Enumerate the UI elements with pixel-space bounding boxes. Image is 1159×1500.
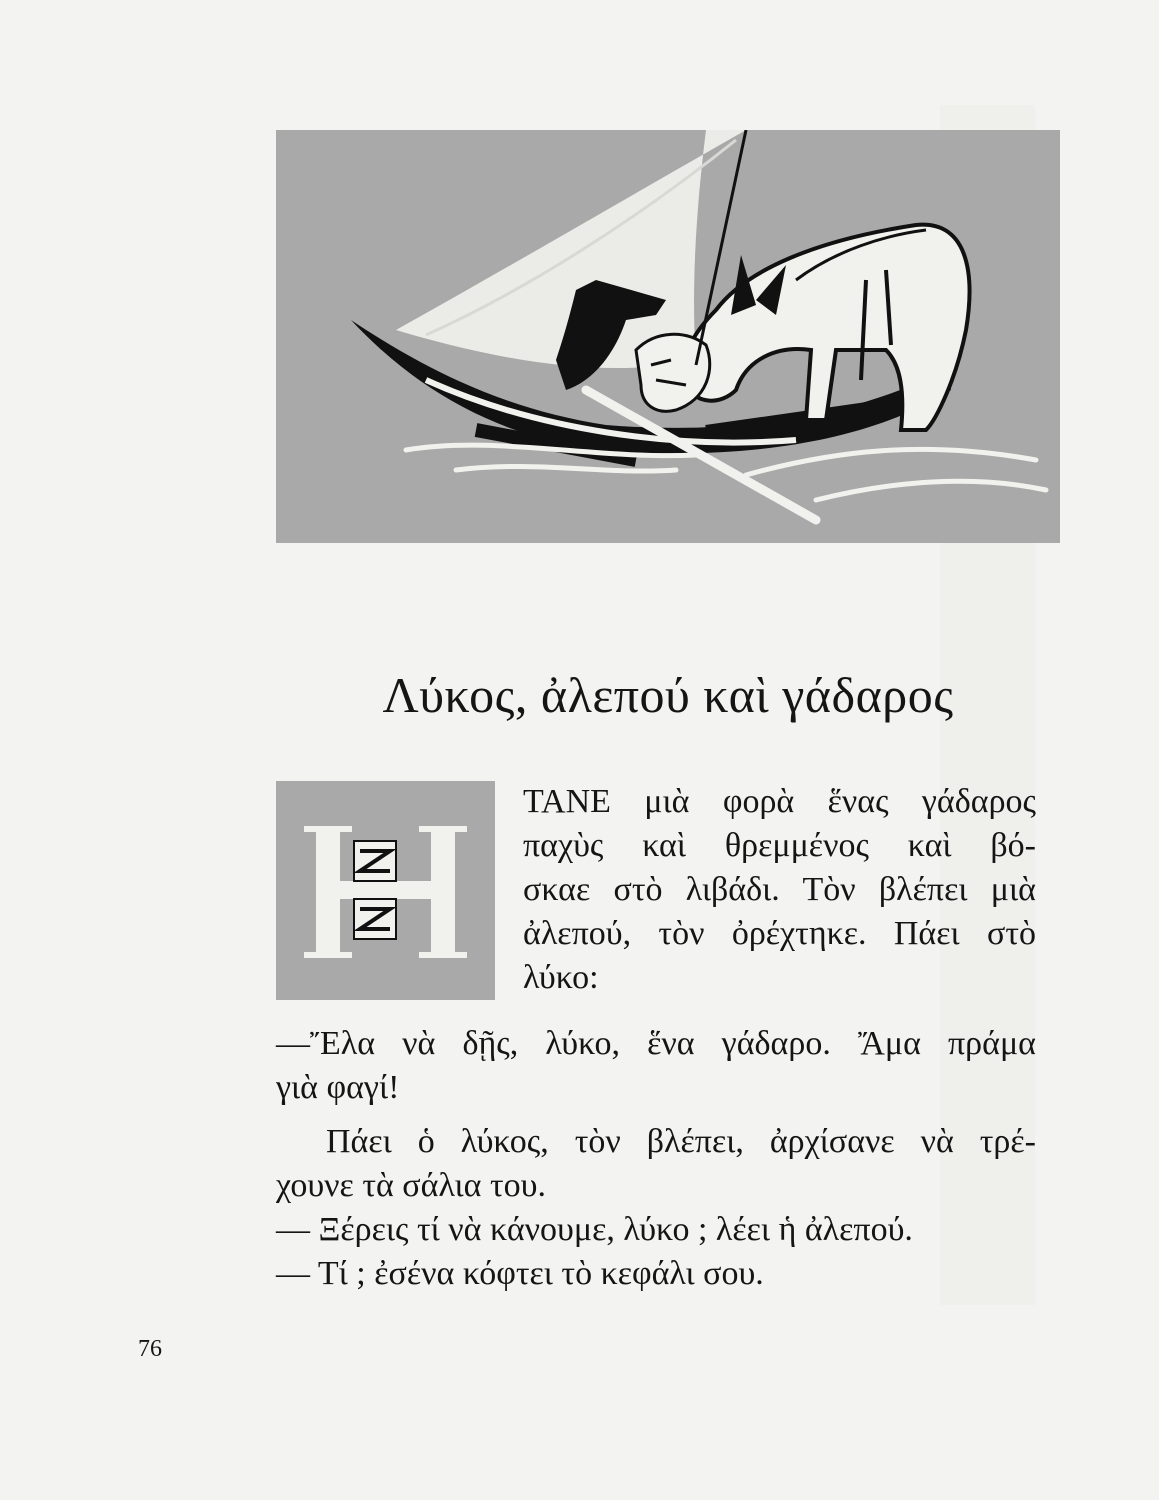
story-illustration: [276, 130, 1060, 543]
drop-cap-eta-icon: [304, 826, 467, 958]
donkey: [683, 225, 970, 430]
paragraph-line: χουνε τὰ σάλια του.: [276, 1167, 546, 1204]
paragraph-line: ΤΑΝΕ μιὰ φορὰ ἕνας γάδαρος: [523, 783, 1036, 820]
page-number: 76: [138, 1336, 162, 1362]
paragraph-line: Πάει ὁ λύκος, τὸν βλέπει, ἀρχίσανε νὰ τρέ-: [326, 1123, 1036, 1160]
paragraph-line: σκαε στὸ λιβάδι. Τὸν βλέπει μιὰ: [523, 871, 1036, 908]
paragraph-line: παχὺς καὶ θρεμμένος καὶ βό-: [523, 827, 1036, 864]
paragraph-line: λύκο:: [523, 959, 599, 996]
first-paragraph: [523, 780, 1036, 1000]
dialogue-line: — Τί ; ἐσένα κόφτει τὸ κεφάλι σου.: [276, 1255, 764, 1292]
story-title: Λύκος, ἀλεπού καὶ γάδαρος: [382, 667, 954, 723]
story-body: [276, 1022, 1036, 1296]
paragraph-line: ἀλεπού, τὸν ὀρέχτηκε. Πάει στὸ: [523, 915, 1036, 952]
dialogue-line: — Ξέρεις τί νὰ κάνουμε, λύκο ; λέει ἡ ἀλεπού.: [276, 1211, 913, 1248]
dialogue-line: γιὰ φαγί!: [276, 1069, 400, 1106]
drop-cap: [276, 781, 495, 1000]
dialogue-line: —Ἔλα νὰ δῇς, λύκο, ἕνα γάδαρο. Ἄμα πράμα: [276, 1025, 1036, 1062]
